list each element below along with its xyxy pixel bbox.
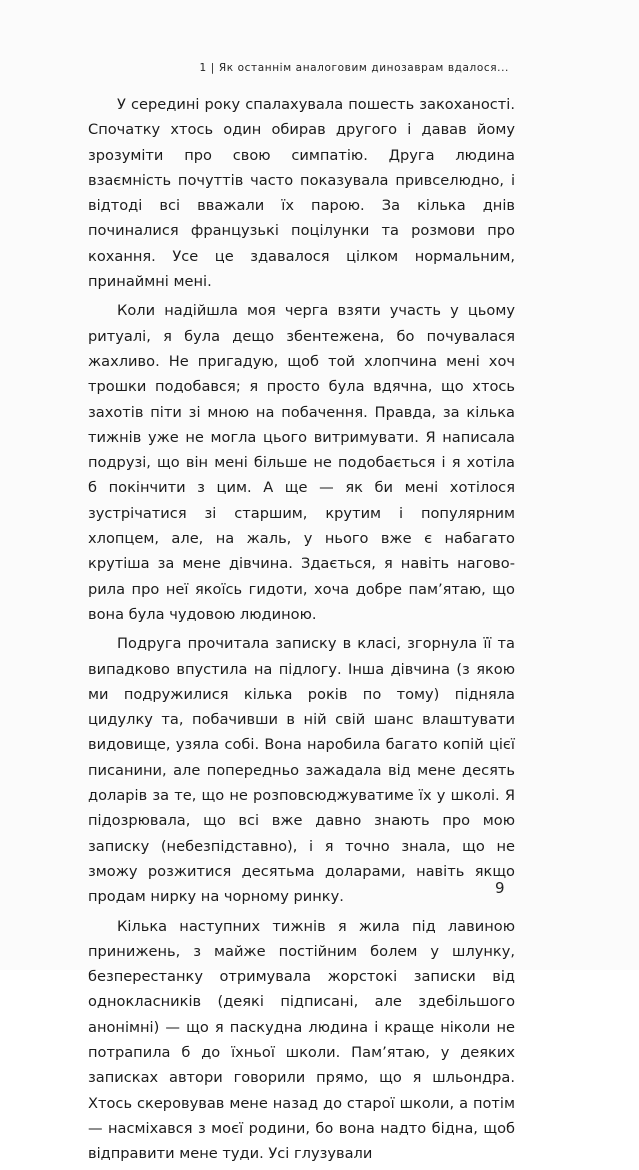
paragraph-3: Подруга прочитала записку в класі, згорнула її та випадково впустила на підлогу. Інша дівчина (з якою ми подружилися кілька років по тому) підняла цидулку та, побачивши в ній свій шанс влаштувати видовище, узяла собі. Вона наробила багато копій цієї писанини, але попередньо зажадала від мене десять доларів за те, що не розповсюджуватиме їх у школі. Я підозрювала, що всі вже давно знають про мою записку (небезпідставно), і я точно знала, що не зможу розжитися десятьма доларами, навіть якщо продам нирку на чорному ринку. <box>88 635 515 906</box>
paragraph-1: У середині року спалахувала пошесть закоханості. Спочатку хтось один обирав другого і давав йому зрозуміти про свою симпатію. Друга людина взаємність почуттів часто показувала привселюдно, і відтоді всі вважали їх парою. За кілька днів починалися французькі поцілунки та розмови про кохання. Усе це здавалося цілком нормальним, принаймні мені. <box>88 96 515 291</box>
paragraph-4: Кілька наступних тижнів я жила під лавиною принижень, з майже постійним болем у шлунку, безперестанку отримувала жорстокі записки від однокласників (деякі підписані, але здебільшого анонімні) — що я паскудна людина і краще ніколи не потрапила б до їхньої школи. Пам’ятаю, у деяких записках автори говорили прямо, що я шльондра. Хтось скеровував мене назад до старої школи, а потім — насміхався з моєї родини, бо вона надто бідна, щоб відправити мене туди. Усі глузували <box>88 917 515 1163</box>
body-text <box>88 92 515 1170</box>
page-number: 9 <box>495 879 505 897</box>
paragraph-2: Коли надійшла моя черга взяти участь у цьому ритуалі, я була дещо збентежена, бо почувалася жахливо. Не пригадую, щоб той хлопчина мені хоч трошки подобався; я просто була вдячна, що хтось захотів піти зі мною на побачення. Правда, за кілька тижнів уже не могла цього витримувати. Я написала подрузі, що він мені більше не подобається і я хотіла б покінчити з цим. А ще — як би мені хотілося зустрічатися зі старшим, крутим і популярним хлопцем, але, на жаль, у нього вже є набагато крутіша за мене дівчина. Здається, я навіть наговорила про неї якоїсь гидоти, хоча добре пам’ятаю, що вона була чудовою людиною. <box>88 302 515 623</box>
running-header: 1 | Як останнім аналоговим динозаврам вдалося... <box>199 62 509 74</box>
